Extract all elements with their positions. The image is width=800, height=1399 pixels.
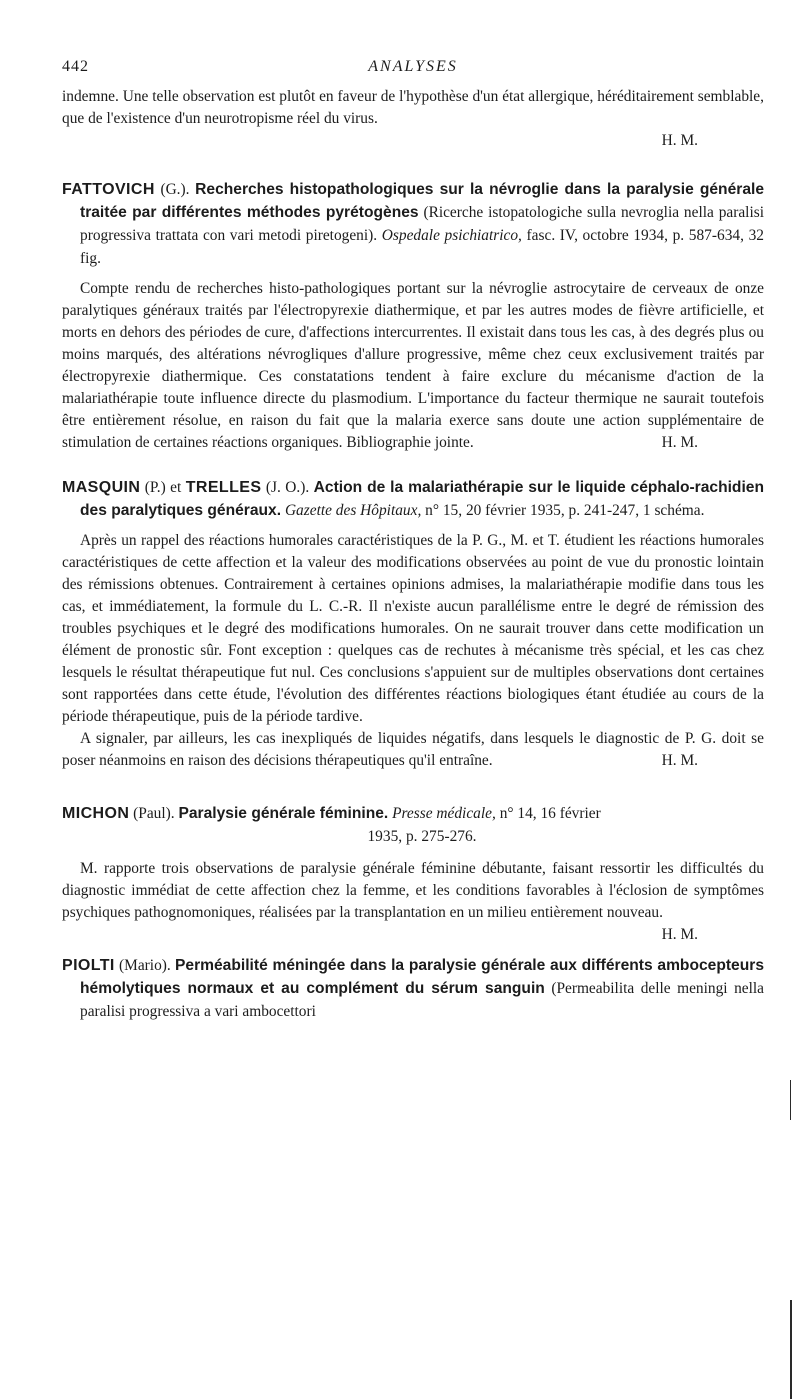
citation-continued: 1935, p. 275-276. (367, 828, 477, 845)
entry-heading (62, 954, 764, 1023)
entry-body (62, 278, 764, 454)
entry-masquin-trelles (62, 476, 764, 772)
entry-signature: H. M. (661, 926, 698, 943)
citation: fasc. IV, octobre 1934, p. 587-634, 32 fig. (80, 227, 764, 267)
author2-initial: (J. O.). (265, 479, 310, 496)
author-name: PIOLTI (62, 957, 115, 974)
entry-body (62, 858, 764, 943)
original-title: (Ricerche istopatologiche sulla nevroglia nella paralisi progressiva trattata con vari metodi piretogeni). (80, 204, 764, 244)
page-number: 442 (62, 58, 89, 75)
author-name: MASQUIN (62, 479, 141, 496)
running-head (62, 58, 764, 80)
intro-block (62, 86, 764, 152)
journal-name: Ospedale psichiatrico, (381, 227, 522, 244)
citation: n° 15, 20 février 1935, p. 241-247, 1 schéma. (425, 502, 705, 519)
author-initial: (P.) et (144, 479, 182, 496)
entry-paragraph-1: Après un rappel des réactions humorales caractéristiques de la P. G., M. et T. étudient les réactions humorales caractéristiques de cette affection et la valeur des modifications observées au point de vue du pronostic lointain des rémissions obtenues. Contrairement à certaines opinions admises, la malariathérapie modifie dans tous les cas, et immédiatement, la formule du L. C.-R. Il n'existe aucun parallélisme entre le degré de rémission des troubles psychiques et le degré des modifications humorales. On ne saurait trouver dans cette modification un élément de pronostic sûr. Font exception : quelques cas de rechutes à mécanisme très spécial, et les cas chez lesquels le résultat thérapeutique fut nul. Ces conclusions s'appuient sur de multiples observations dont certaines sont rapportées dans cette étude, l'évolution des différentes réactions biologiques étant étudiée au cours de la période thérapeutique, puis de la période tardive. (62, 532, 764, 725)
author-initial: (Mario). (119, 957, 171, 974)
scan-edge-mark (790, 1080, 791, 1120)
article-title: Action de la malariathérapie sur le liquide céphalo-rachidien des paralytiques généraux. (80, 479, 764, 519)
entry-paragraph-2-text: A signaler, par ailleurs, les cas inexpliqués de liquides négatifs, dans lesquels le diagnostic de P. G. doit se poser néanmoins en raison des décisions thérapeutiques qu'il entraîne. (62, 730, 764, 769)
entry-heading (62, 178, 764, 270)
author-initial: (G.). (160, 181, 190, 198)
entry-heading (62, 802, 764, 848)
entry-michon (62, 802, 764, 943)
running-title: ANALYSES (368, 58, 458, 75)
entry-paragraph-2 (62, 728, 764, 772)
intro-signature: H. M. (661, 132, 698, 149)
scan-edge-mark (790, 1300, 792, 1399)
author-name: FATTOVICH (62, 181, 155, 198)
article-title: Recherches histopathologiques sur la névroglie dans la paralysie générale traitée par différentes méthodes pyrétogènes (80, 181, 765, 221)
journal-name: Presse médicale, (392, 805, 496, 822)
entry-signature: H. M. (661, 434, 698, 451)
page (62, 58, 764, 1031)
article-title: Paralysie générale féminine. (178, 805, 389, 822)
article-title: Perméabilité méningée dans la paralysie générale aux différents ambocepteurs hémolytiques normaux et au complément du sérum sanguin (80, 957, 764, 997)
entry-fattovich (62, 178, 764, 454)
entry-piolti (62, 954, 764, 1023)
author-name: MICHON (62, 805, 130, 822)
author2-name: TRELLES (185, 479, 262, 496)
original-title: (Permeabilita delle meningi nella paralisi progressiva a vari ambocettori (80, 980, 764, 1020)
entry-heading (62, 476, 764, 522)
journal-name: Gazette des Hôpitaux, (284, 502, 422, 519)
entry-body-text: Compte rendu de recherches histo-pathologiques portant sur la névroglie astrocytaire de cerveaux de onze paralytiques généraux traités par l'électropyrexie diathermique, et par les autres modes de fièvre artificielle, et morts en dehors des périodes de cure, d'affections intercurrentes. Il existait dans tous les cas, à des degrés plus ou moins marqués, des altérations névrogliques d'allure progressive, même chez ceux exclusivement traités par électropyrexie diathermique. Ces constatations tendent à faire exclure du mécanisme d'action de la malariathérapie toute influence directe du plasmodium. L'importance du facteur thermique ne saurait toutefois être entièrement résolue, en raison du fait que la malaria exerce sans doute une action supplémentaire de stimulation de certaines réactions organiques. Bibliographie jointe. (62, 280, 764, 451)
author-initial: (Paul). (133, 805, 175, 822)
entry-body-text: M. rapporte trois observations de paralysie générale féminine débutante, faisant ressortir les difficultés du diagnostic immédiat de cette affection chez la femme, et les conditions favorables à l'éclosion de symptômes psychiques pathognomoniques, réalisées par la transplantation en un milieu entièrement nouveau. (62, 860, 764, 921)
entry-signature: H. M. (661, 752, 698, 769)
citation: n° 14, 16 février (499, 805, 601, 822)
intro-text: indemne. Une telle observation est plutôt en faveur de l'hypothèse d'un état allergique, héréditairement semblable, que de l'existence d'un neurotropisme réel du virus. (62, 88, 764, 127)
